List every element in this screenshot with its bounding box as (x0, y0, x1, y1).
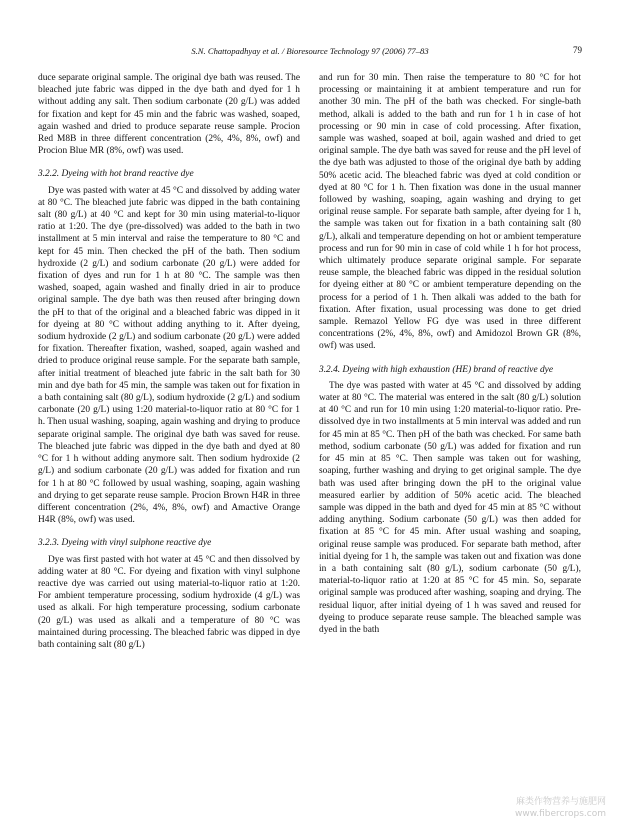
watermark-line-cn: 麻类作物营养与施肥网 (515, 797, 606, 807)
running-header: S.N. Chattopadhyay et al. / Bioresource Technology 97 (2006) 77–83 (191, 46, 429, 56)
site-watermark (515, 796, 606, 820)
section-heading-3-2-4: 3.2.4. Dyeing with high exhaustion (HE) brand of reactive dye (319, 364, 553, 375)
paragraph-high-exhaustion: The dye was pasted with water at 45 °C and dissolved by adding water at 80 °C. The material was entered in the salt (80 g/L) solution at 40 °C and run for 10 min using 1:20 material-to-liquor ratio. Pre-dissolved dye in two installments at 5 min interval was added and run for 45 min at 85 °C. Then pH of the bath was checked. For same bath method, sodium carbonate (50 g/L) was added for fixation and run for 45 min at 85 °C. Then sample was taken out for washing, soaping, further washing and drying to get original sample. The dye bath was used after bringing down the pH to the original value measured earlier by addition of 50% acetic acid. The bleached sample was dipped in the bath and dyed for 45 min at 85 °C without adding anything. Sodium carbonate (50 g/L) was then added for fixation at 85 °C for 45 min. After usual washing and soaping, original reuse sample was produced. For separate bath method, after initial dyeing for 1 h, the sample was taken out and fixation was done in a bath containing salt (80 g/L), sodium carbonate (50 g/L), material-to-liquor ratio at 1:20 at 85 °C for 45 min. So, separate original sample was produced after washing, soaping and drying. The residual liquor, after initial dyeing of 1 h was saved and reused for dyeing to produce separate reuse sample. The bleached sample was dyed in the bath (319, 380, 581, 635)
paragraph-continuation: duce separate original sample. The original dye bath was reused. The bleached jute fabric was dipped in the dye bath and dyed for 1 h without adding any salt. Then sodium carbonate (20 g/L) was added for fixation and kept for 45 min and the fabric was washed, soaped, again washed and dried to produce separate reuse sample. Procion Red M8B in three different concentration (2%, 4%, 8%, owf) and Procion Blue MR (8%, owf) was used. (38, 73, 300, 157)
right-column (319, 72, 581, 636)
left-column (38, 72, 300, 651)
section-heading-3-2-3: 3.2.3. Dyeing with vinyl sulphone reactive dye (38, 538, 212, 549)
paragraph-vinyl-sulphone: Dye was first pasted with hot water at 45 °C and then dissolved by adding water at 80 °C. For dyeing and fixation with vinyl sulphone reactive dye was carried out using material-to-liquor ratio at 1:20. For ambient temperature processing, sodium hydroxide (4 g/L) was used as alkali. For high temperature processing, sodium carbonate (20 g/L) was used as alkali and a temperature of 80 °C was maintained during processing. The bleached fabric was dipped in dye bath containing salt (80 g/L) (38, 554, 300, 650)
page-number: 79 (573, 45, 582, 55)
watermark-line-url: www.fibercrops.com (515, 809, 606, 819)
section-heading-3-2-2: 3.2.2. Dyeing with hot brand reactive dye (38, 169, 194, 180)
paragraph-hot-brand: Dye was pasted with water at 45 °C and dissolved by adding water at 80 °C. The bleached jute fabric was dipped in the bath containing salt (80 g/L) at 40 °C and kept for 30 min using material-to-liquor ratio at 1:20. The dye (pre-dissolved) was added to the bath in two installment at 5 min interval and raise the temperature to 80 °C and kept for 45 min. Then checked the pH of the bath. Then sodium hydroxide (2 g/L) and sodium carbonate (20 g/L) were added for fixation of dyes and run for 1 h at 80 °C. The sample was then washed, soaped, again washed and finally dried in air to produce original sample. The dye bath was then reused after bringing down the pH to that of the original and a bleached fabric was dipped in it for dyeing at 80 °C without adding anything to it. After dyeing, sodium hydroxide (2 g/L) and sodium carbonate (20 g/L) were added for fixation. Thereafter fixation, washed, soaped, again washed and dried to produce original reuse sample. For the separate bath sample, after initial treatment of bleached jute fabric in the salt bath for 30 min and dye bath for 45 min, the sample was taken out for fixation in a bath containing salt (80 g/L), sodium hydroxide (2 g/L) and sodium carbonate (20 g/L) using 1:20 material-to-liquor ratio at 80 °C for 1 h. Then usual washing, soaping, again washing and drying to produce separate original sample. The original dye bath was saved for reuse. The bleached jute fabric was dipped in the dye bath and dyed at 80 °C for 1 h without adding anymore salt. Then sodium hydroxide (2 g/L) and sodium carbonate (20 g/L) was added for fixation and run for 1 h at 80 °C followed by usual washing, soaping, again washing and drying to get separate reuse sample. Procion Brown H4R in three different concentration (2%, 4%, 8%, owf) and Amactive Orange H4R (8%, owf) was used. (38, 185, 300, 526)
paragraph-vinyl-sulphone-cont: and run for 30 min. Then raise the temperature to 80 °C for hot processing or maintaining it at ambient temperature and run for another 30 min. The pH of the bath was checked. For single-bath method, alkali is added to the bath and run for 1 h in case of hot processing or 90 min in case of cold processing. After fixation, sample was washed, soaped at boil, again washed and dried to get original sample. The dye bath was saved for reuse and the pH level of the dye bath was adjusted to those of the original dye bath by adding 50% acetic acid. The bleached fabric was dyed at cold condition or dyed at 80 °C for 1 h. Then fixation was done in the usual manner followed by washing, soaping, again washing and drying to get original reuse sample. For separate bath sample, after dyeing for 1 h, the sample was taken out for fixation in a bath containing salt (80 g/L), alkali and temperature depending on hot or ambient temperature process and run for 90 min in case of cold while 1 h for hot process, which ultimately produce separate original sample. For separate reuse sample, the bleached fabric was dipped in the residual solution for dyeing either at 80 °C or ambient temperature depending on the process for a period of 1 h. Then alkali was added to the bath for fixation. After fixation, usual processing was done to get dried sample. Remazol Yellow FG dye was used in three different concentrations (2%, 4%, 8%, owf) and Amidozol Brown GR (8%, owf) was used. (319, 73, 581, 352)
